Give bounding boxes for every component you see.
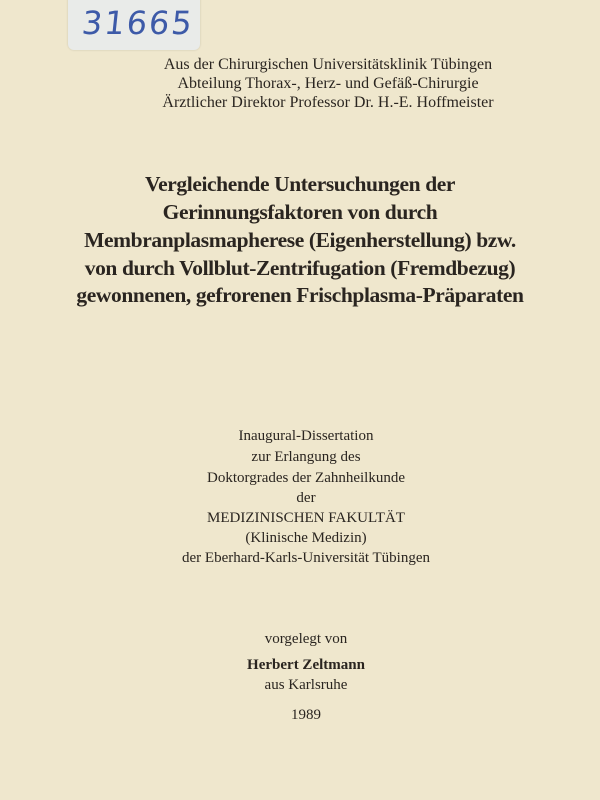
dissertation-line: Doktorgrades der Zahnheilkunde — [207, 470, 405, 486]
university-line: der Eberhard-Karls-Universität Tübingen — [182, 550, 430, 566]
author-name: Herbert Zeltmann — [247, 657, 365, 673]
faculty-line: MEDIZINISCHEN FAKULTÄT — [207, 510, 405, 526]
institution-line: Aus der Chirurgischen Universitätsklinik Tübingen — [163, 56, 493, 73]
catalog-number: 31665 — [80, 4, 196, 42]
presented-by: vorgelegt von — [264, 631, 348, 647]
author-origin: aus Karlsruhe — [264, 677, 348, 693]
title-line-4: von durch Vollblut-Zentrifugation (Fremdbezug) — [84, 256, 516, 280]
dissertation-line: zur Erlangung des — [251, 449, 361, 465]
title-line-2: Gerinnungsfaktoren von durch — [162, 200, 438, 224]
dissertation-line: (Klinische Medizin) — [245, 530, 367, 546]
dissertation-line: der — [296, 490, 316, 506]
dissertation-line: Inaugural-Dissertation — [238, 428, 374, 444]
title-line-5: gewonnenen, gefrorenen Frischplasma-Präparaten — [76, 283, 524, 307]
department-line: Abteilung Thorax-, Herz- und Gefäß-Chirurgie — [177, 75, 479, 92]
library-label — [68, 0, 200, 50]
title-line-3: Membranplasmapherese (Eigenherstellung) bzw. — [84, 228, 516, 252]
year: 1989 — [291, 707, 321, 723]
director-line: Ärztlicher Direktor Professor Dr. H.-E. Hoffmeister — [162, 94, 494, 111]
title-line-1: Vergleichende Untersuchungen der — [144, 172, 456, 196]
